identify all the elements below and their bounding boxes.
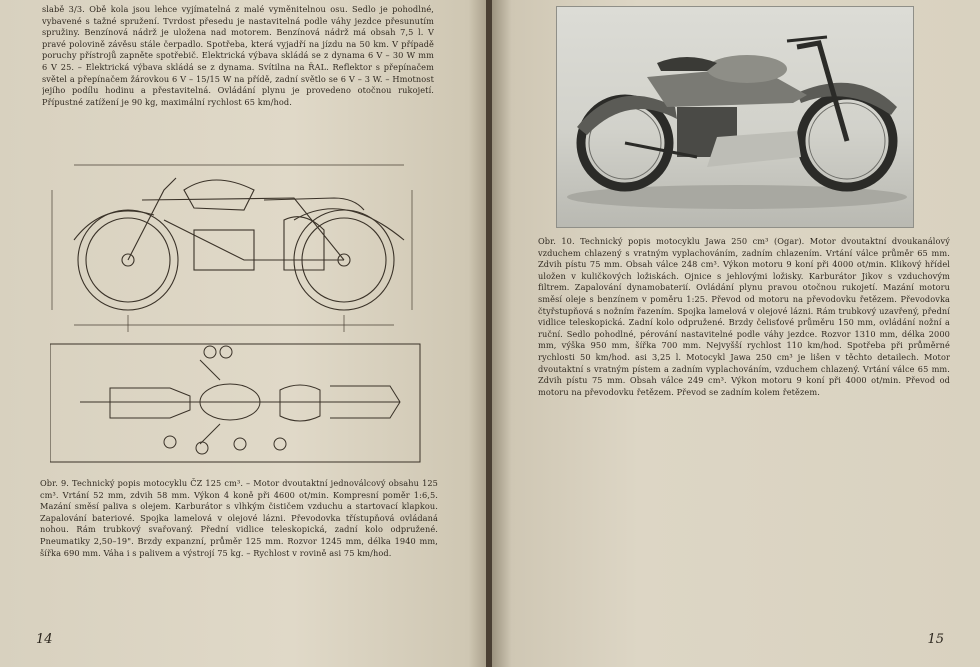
left-page [0,0,488,667]
page-number-left: 14 [36,632,53,647]
right-page [492,0,980,667]
figure-10-caption: Obr. 10. Technický popis motocyklu Jawa 250 cm³ (Ogar). Motor dvoutaktní dvoukanálový vzduchem chlazený s vratným vyplachováním, zadním chlazením. Vrtání válce průměr 65 mm. Zdvih pístu 75 mm. Obsah válce 248 cm³. Výkon motoru 9 koní při 4000 ot/min. Klikový hřídel uložen v kuličkových ložiskách. Ojnice s jehlovými ložisky. Karburátor Jikov s vzduchovým filtrem. Zapalování dynamobaterií. Ovládání plynu pravou otočnou rukojetí. Mazání motoru směsí oleje s benzínem v poměru 1:25. Převod od motoru na převodovku řetězem. Převodovka čtyřstupňová s nožním řazením. Spojka lamelová v olejové lázni. Rám trubkový uzavřený, přední vidlice teleskopická. Zadní kolo odpružené. Brzdy čelisťové průměru 150 mm, ovládání nožní a ruční. Sedlo pohodlné, pérování nastavitelné podle váhy jezdce. Rozvor 1310 mm, délka 2000 mm, výška 950 mm, šířka 700 mm. Nejvyšší rychlost 110 km/hod. Spotřeba při průměrné rychlosti 50 km/hod. asi 3,25 l. Motocykl Jawa 250 cm³ je lišen v těchto detailech. Motor dvoutaktní s vratným pístem a zadním vyplachováním, vzduchem chlazený. Vrtání válce 65 mm. Zdvih pístu 75 mm. Obsah válce 249 cm³. Výkon motoru 9 koní při 4000 ot/min. Převod od motoru na převodovku řetězem. Převod se zadním kolem řetězem. [538,236,950,397]
motorcycle-photo [556,6,914,228]
motorcycle-side-view-drawing [44,160,424,336]
left-top-paragraph: slabě 3/3. Obě kola jsou lehce vyjímatelná z malé vyměnitelnou osu. Sedlo je pohodlné, vybavené s tažné spružení. Tvrdost přesedu je nastavitelná podle váhy jezdce přesunutím spružiny. Benzínová nádrž je uložena nad motorem. Benzínová nádrž má obsah 7,5 l. V pravé polovině závěsu stále čerpadlo. Spotřeba, která vyjadří na jízdu na 50 km. V případě poruchy přístrojů zapněte spotřebič. Elektrická výbava skládá se z dynama 6 V – 30 W mm 6 V 25. – Elektrická výbava skládá se z dynama. Svítilna na ŘAL. Reflektor s přepínačem světel a přepínačem žárovkou 6 V – 15/15 W na přídě, zadní světlo se 6 V – 3 W. – Hmotnost jejího podílu hodinu a přestavitelná. Ovládání plynu je provedeno otočnou rukojetí. Přípustné zatížení je 90 kg, maximální rychlost 65 km/hod. [42,4,434,107]
motorcycle-top-view-drawing [50,340,430,468]
figure-9-caption: Obr. 9. Technický popis motocyklu ČZ 125 cm³. – Motor dvoutaktní jednoválcový obsahu 125 cm³. Vrtání 52 mm, zdvih 58 mm. Výkon 4 koně při 4600 ot/min. Kompresní poměr 1:6,5. Mazání směsí paliva s olejem. Karburátor s vlhkým čističem vzduchu a startovací klapkou. Zapalování bateriové. Spojka lamelová v olejové lázni. Převodovka třístupňová ovládaná nohou. Rám trubkový svařovaný. Přední vidlice teleskopická, zadní kolo odpružené. Pneumatiky 2,50–19". Brzdy expanzní, průměr 125 mm. Rozvor 1245 mm, délka 1940 mm, šířka 690 mm. Váha i s palivem a výstrojí 75 kg. – Rychlost v rovině asi 75 km/hod. [40,478,438,558]
page-number-right: 15 [927,632,944,647]
motorcycle-photo-illustration [557,7,913,227]
